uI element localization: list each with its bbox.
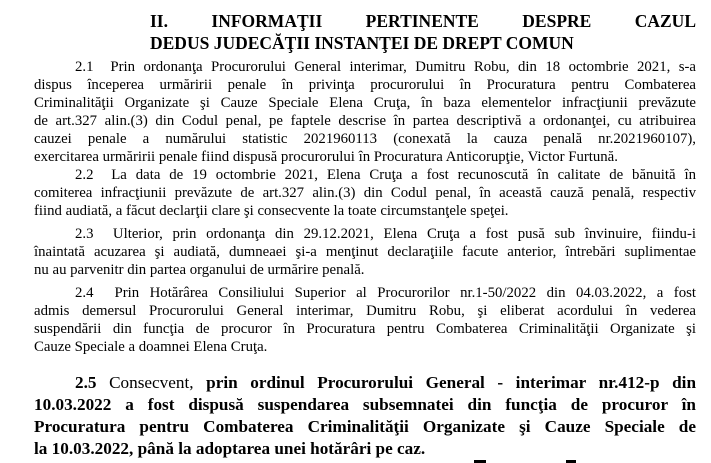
paragraph-line: cauzei penale a numărului statistic 2021960113 (conexată la cauza penală nr.2021960107), [34, 131, 696, 147]
paragraph-line: Procuratura pentru Combaterea Criminalităţii Organizate şi Cauze Speciale de [34, 417, 696, 436]
paragraph-line: înaintată acuzarea şi audiată, dumneaei şi-a menţinut declaraţiile facute anterior, întrebări suplimentae [34, 244, 696, 260]
paragraph-text: Prin ordonanţa Procurorului General interimar, Dumitru Robu, din 18 octombrie 2021, s-a [110, 59, 696, 75]
paragraph-line: dispus începerea urmăririi penale în privinţa procurorului în Procuratura pentru Combaterea [34, 77, 696, 93]
paragraph-line: Cauze Speciale a doamnei Elena Cruţa. [34, 339, 268, 355]
paragraph-text: La data de 19 octombrie 2021, Elena Cruţa a fost recunoscută în calitate de bănuită în [111, 167, 696, 183]
paragraph-lead: Consecvent, [109, 373, 194, 392]
paragraph-line: de art.327 alin.(3) din Codul penal, pe faptele descrise în partea descriptivă a ordonanţei, cu atribuirea [34, 113, 696, 129]
paragraph-line: admis demersul Procurorului General interimar, Dumitru Robu, şi eliberat acordului în vederea [34, 303, 696, 319]
paragraph-line: nu au parvenitr din partea organului de urmărire penală. [34, 262, 365, 278]
paragraph-line: suspendării din funcţia de procuror în Procuratura pentru Combaterea Criminalităţii Organizate şi [34, 321, 696, 337]
paragraph-line: Criminalităţii Organizate şi Cauze Speciale Elena Cruţa, în baza elementelor infracţiunii prevăzute [34, 95, 696, 111]
paragraph-line: fiind audiată, a făcut declarţii clare şi consecvente la toate circumstanţele speţei. [34, 203, 509, 219]
paragraph-line [75, 59, 696, 77]
paragraph-number: 2.5 [75, 373, 97, 392]
paragraph-line: exercitarea urmăririi penale fiind dispusă procurorului în Procuratura Anticorupţie, Victor Furtună. [34, 149, 618, 165]
paragraph-text: Ulterior, prin ordonanţa din 29.12.2021, Elena Cruţa a fost pusă sub învinuire, fiindu-i [112, 226, 696, 242]
paragraph-text: prin ordinul Procurorului General - interimar nr.412-p din [206, 373, 697, 392]
paragraph-line: 10.03.2022 a fost dispusă suspendarea subsemnatei din funcţia de procuror în [34, 395, 696, 414]
section-title [150, 10, 696, 54]
section-title-line-1: II. INFORMAŢII PERTINENTE DESPRE CAZUL [150, 11, 696, 31]
paragraph-text: Prin Hotărârea Consiliului Superior al Procurorilor nr.1-50/2022 din 04.03.2022, a fost [114, 285, 696, 301]
paragraph-number: 2.4 [75, 285, 94, 301]
paragraph-line [75, 226, 696, 244]
paragraph-line [75, 285, 696, 303]
paragraph-line: la 10.03.2022, până la adoptarea unei hotărâri pe caz. [34, 439, 426, 458]
section-title-line-2: DEDUS JUDECĂŢII INSTANŢEI DE DREPT COMUN [150, 33, 574, 53]
paragraph-number: 2.1 [75, 59, 94, 75]
paragraph-number: 2.2 [75, 167, 94, 183]
paragraph-line: comiterea infracţiunii prevăzute de art.327 alin.(3) din Codul penal, în această cauză penală, respectiv [34, 185, 696, 201]
paragraph-number: 2.3 [75, 226, 94, 242]
paragraph-line [75, 372, 696, 394]
paragraph-line [75, 167, 696, 185]
